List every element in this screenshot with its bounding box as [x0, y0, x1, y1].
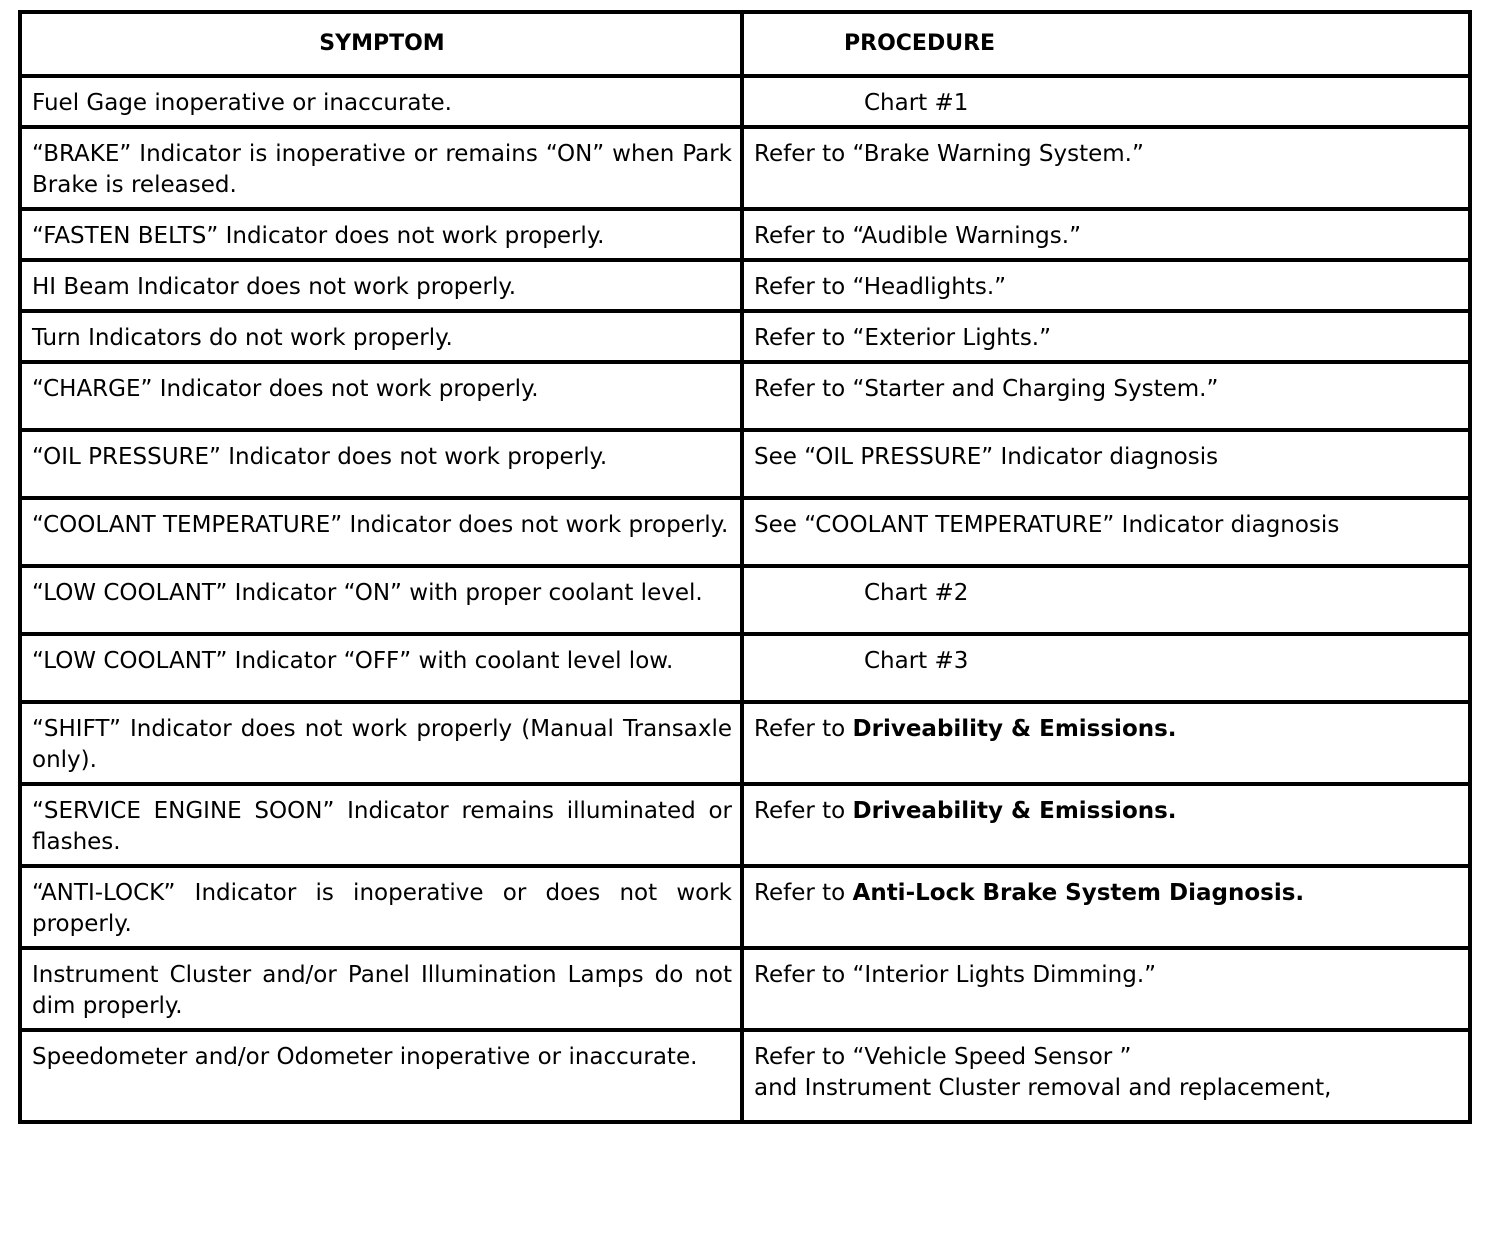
symptom-cell: Turn Indicators do not work properly.	[20, 311, 742, 362]
procedure-cell: Refer to “Brake Warning System.”	[742, 127, 1470, 209]
symptom-cell: “SERVICE ENGINE SOON” Indicator remains illuminated or flashes.	[20, 784, 742, 866]
symptom-cell: Speedometer and/or Odometer inoperative or inaccurate.	[20, 1030, 742, 1122]
symptom-cell: “OIL PRESSURE” Indicator does not work properly.	[20, 430, 742, 498]
symptom-column-header: SYMPTOM	[20, 12, 742, 76]
symptom-cell: “BRAKE” Indicator is inoperative or remains “ON” when Park Brake is released.	[20, 127, 742, 209]
procedure-cell	[742, 866, 1470, 948]
procedure-cell: Refer to “Exterior Lights.”	[742, 311, 1470, 362]
table-row	[20, 311, 1470, 362]
symptom-cell: Instrument Cluster and/or Panel Illumination Lamps do not dim properly.	[20, 948, 742, 1030]
procedure-cell: Chart #3	[742, 634, 1470, 702]
table-row	[20, 634, 1470, 702]
table-row	[20, 430, 1470, 498]
procedure-reference: Driveability & Emissions.	[852, 798, 1177, 824]
table-row	[20, 260, 1470, 311]
table-row	[20, 127, 1470, 209]
symptom-cell: “FASTEN BELTS” Indicator does not work properly.	[20, 209, 742, 260]
procedure-cell	[742, 702, 1470, 784]
table-row	[20, 866, 1470, 948]
table-row	[20, 498, 1470, 566]
symptom-procedure-table	[18, 10, 1472, 1124]
table-row	[20, 1030, 1470, 1122]
procedure-prefix: Refer to	[754, 716, 846, 742]
table-row	[20, 209, 1470, 260]
symptom-cell: HI Beam Indicator does not work properly.	[20, 260, 742, 311]
table-header-row	[20, 12, 1470, 76]
symptom-cell: Fuel Gage inoperative or inaccurate.	[20, 76, 742, 127]
procedure-cell: Chart #1	[742, 76, 1470, 127]
procedure-prefix: Refer to	[754, 798, 846, 824]
symptom-cell: “ANTI-LOCK” Indicator is inoperative or does not work properly.	[20, 866, 742, 948]
symptom-cell: “CHARGE” Indicator does not work properly.	[20, 362, 742, 430]
procedure-cell: Chart #2	[742, 566, 1470, 634]
procedure-cell: Refer to “Starter and Charging System.”	[742, 362, 1470, 430]
procedure-cell	[742, 784, 1470, 866]
procedure-cell: Refer to “Audible Warnings.”	[742, 209, 1470, 260]
procedure-column-header: PROCEDURE	[742, 12, 1470, 76]
table-row	[20, 784, 1470, 866]
table-row	[20, 948, 1470, 1030]
procedure-line-2: and Instrument Cluster removal and replacement,	[754, 1075, 1332, 1101]
procedure-cell: Refer to “Interior Lights Dimming.”	[742, 948, 1470, 1030]
procedure-prefix: Refer to	[754, 880, 846, 906]
table-row	[20, 362, 1470, 430]
procedure-reference: Anti-Lock Brake System Diagnosis.	[852, 880, 1305, 906]
symptom-cell: “LOW COOLANT” Indicator “OFF” with coolant level low.	[20, 634, 742, 702]
procedure-cell: Refer to “Headlights.”	[742, 260, 1470, 311]
table-row	[20, 76, 1470, 127]
table-row	[20, 702, 1470, 784]
procedure-line-1: Refer to “Vehicle Speed Sensor ”	[754, 1044, 1132, 1070]
procedure-cell	[742, 1030, 1470, 1122]
symptom-cell: “LOW COOLANT” Indicator “ON” with proper coolant level.	[20, 566, 742, 634]
procedure-cell: See “OIL PRESSURE” Indicator diagnosis	[742, 430, 1470, 498]
table-row	[20, 566, 1470, 634]
procedure-reference: Driveability & Emissions.	[852, 716, 1177, 742]
symptom-cell: “COOLANT TEMPERATURE” Indicator does not work properly.	[20, 498, 742, 566]
procedure-cell: See “COOLANT TEMPERATURE” Indicator diagnosis	[742, 498, 1470, 566]
symptom-cell: “SHIFT” Indicator does not work properly (Manual Transaxle only).	[20, 702, 742, 784]
